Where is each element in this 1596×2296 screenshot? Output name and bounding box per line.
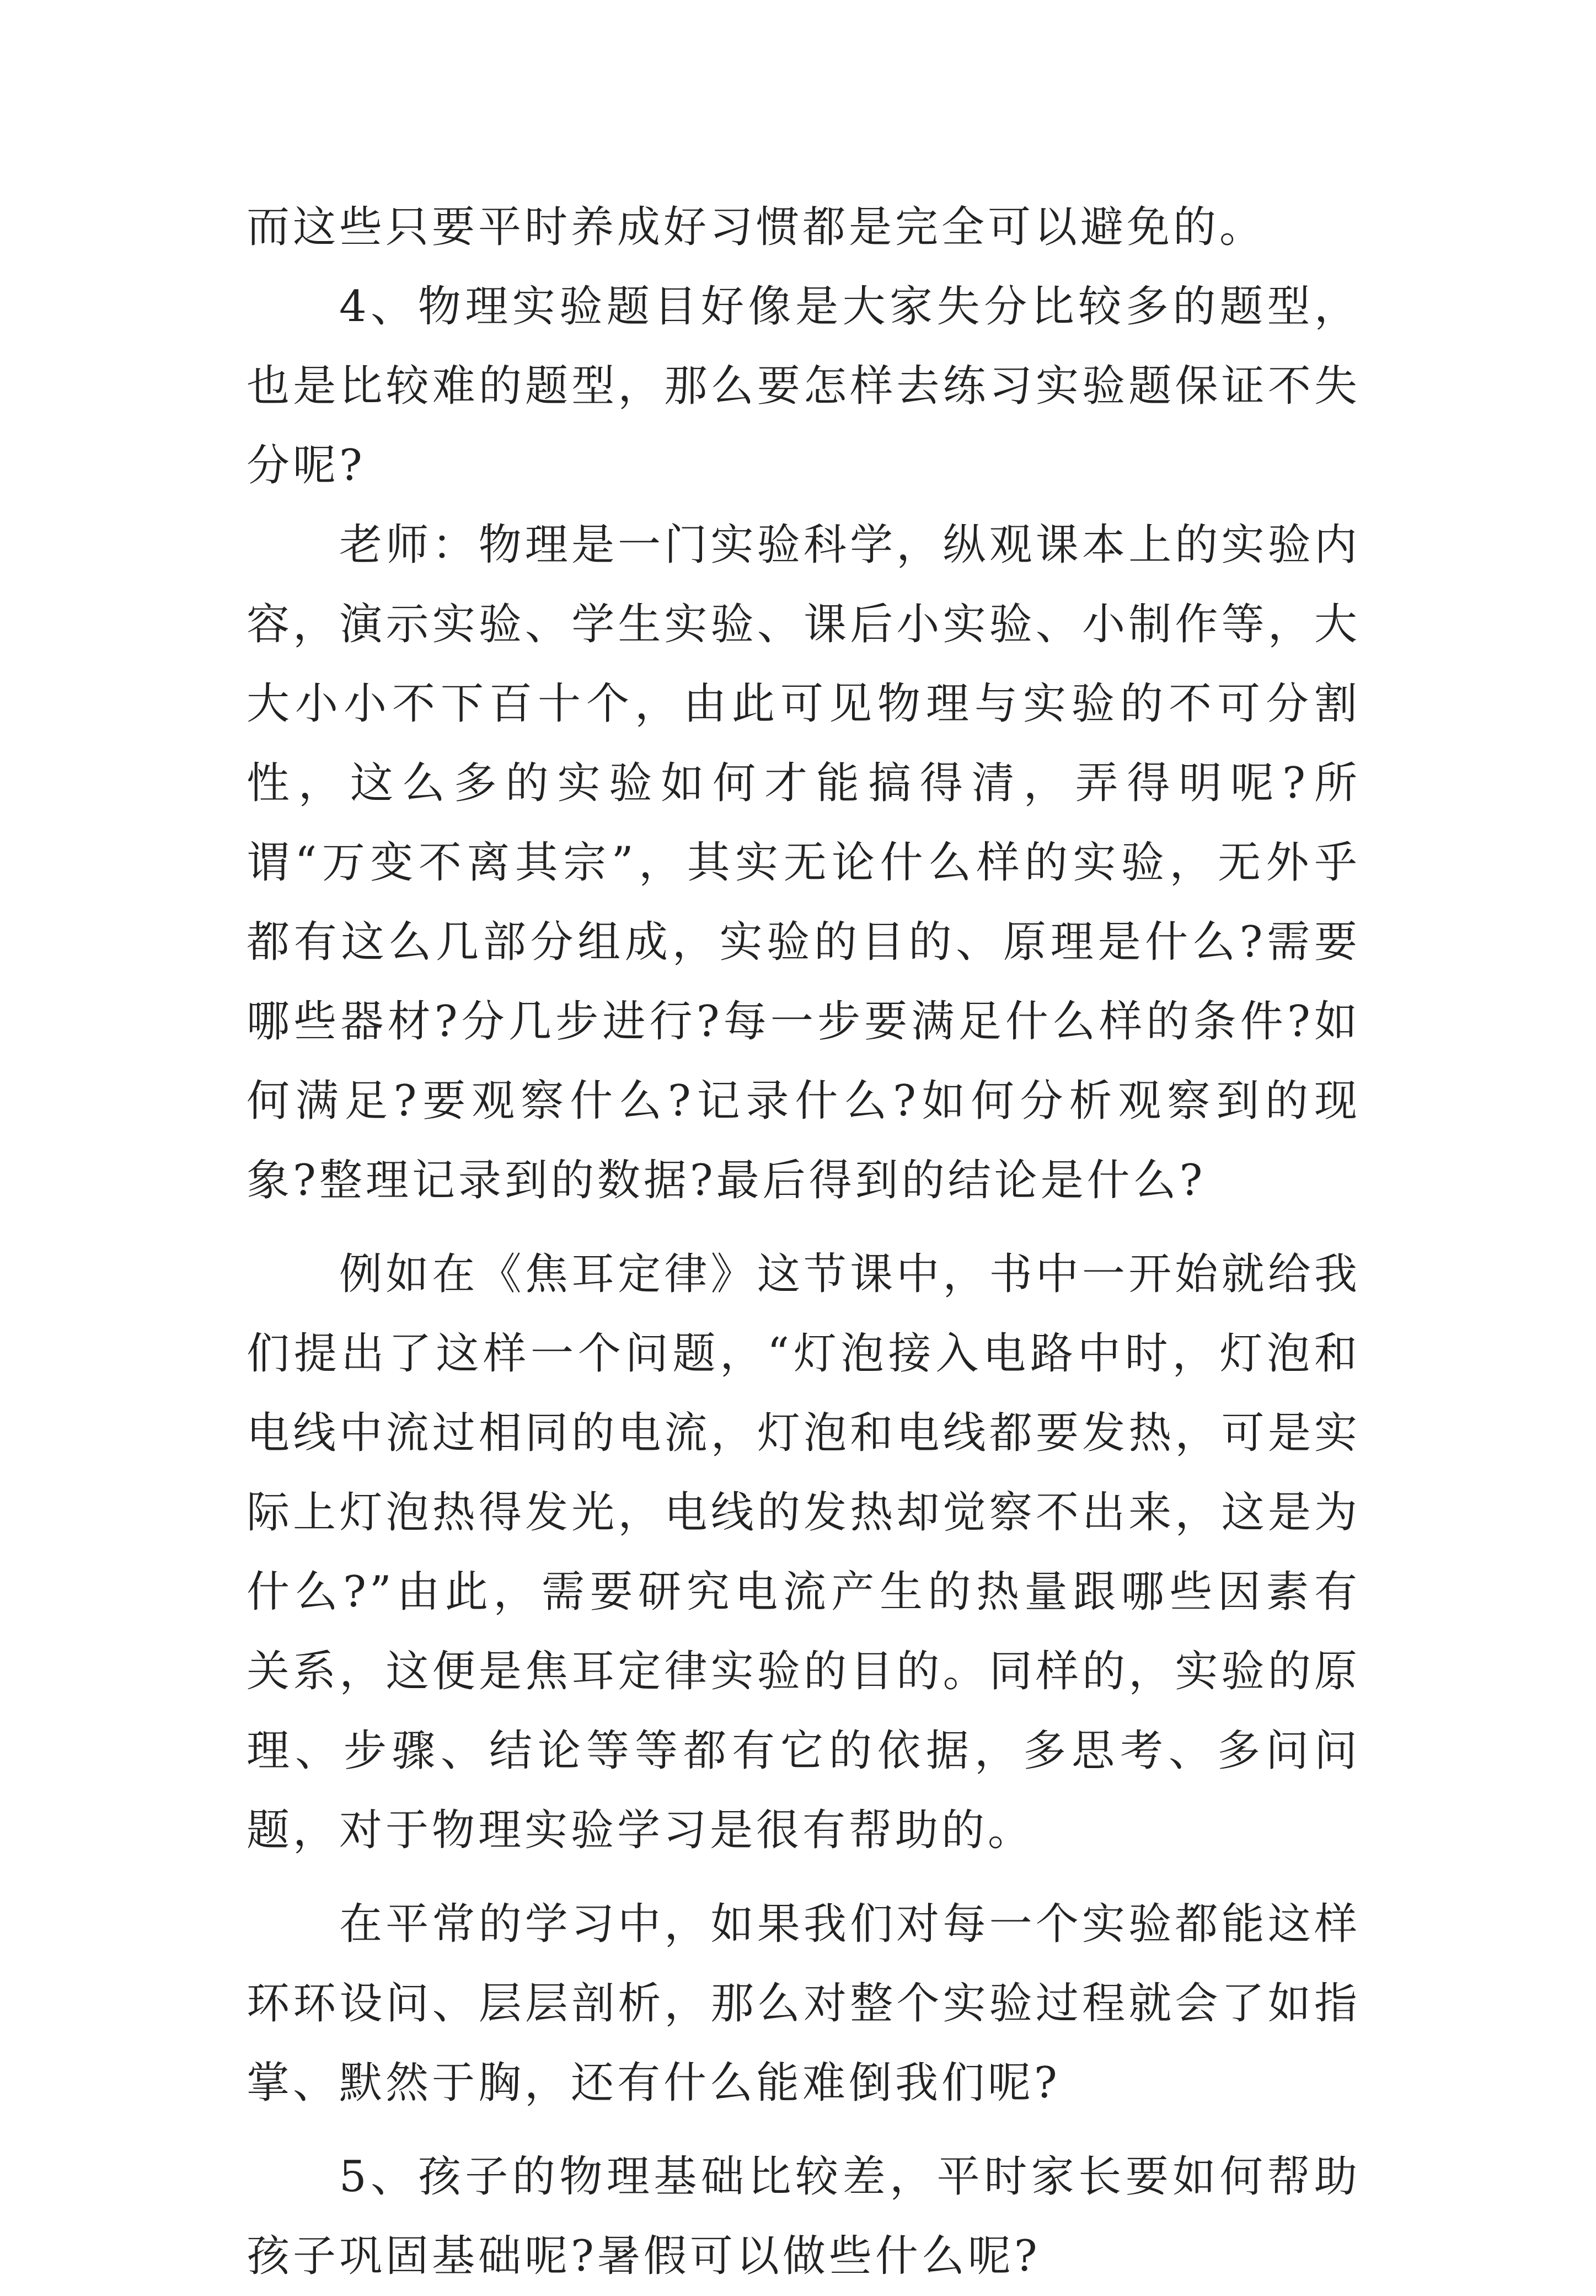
paragraph-teacher-answer: 老师：物理是一门实验科学，纵观课本上的实验内容，演示实验、学生实验、课后小实验、小制作等，大大小小不下百十个，由此可见物理与实验的不可分割性，这么多的实验如何才能搞得清，弄得明呢?所谓“万变不离其宗”，其实无论什么样的实验，无外乎都有这么几部分组成，实验的目的、原理是什么?需要哪些器材?分几步进行?每一步要满足什么样的条件?如何满足?要观察什么?记录什么?如何分析观察到的现象?整理记录到的数据?最后得到的结论是什么?	[247, 520, 1361, 1205]
paragraph-question-5: 5、孩子的物理基础比较差，平时家长要如何帮助孩子巩固基础呢?暑假可以做些什么呢?	[247, 2152, 1361, 2281]
paragraph-continuation: 而这些只要平时养成好习惯都是完全可以避免的。	[247, 202, 1266, 252]
paragraph-question-4: 4、物理实验题目好像是大家失分比较多的题型，也是比较难的题型，那么要怎样去练习实验题保证不失分呢?	[247, 282, 1361, 490]
paragraph-study-tip: 在平常的学习中，如果我们对每一个实验都能这样环环设问、层层剖析，那么对整个实验过程就会了如指掌、默然于胸，还有什么能难倒我们呢?	[247, 1899, 1361, 2108]
document-body	[247, 188, 1361, 2296]
paragraph-example: 例如在《焦耳定律》这节课中，书中一开始就给我们提出了这样一个问题，“灯泡接入电路中时，灯泡和电线中流过相同的电流，灯泡和电线都要发热，可是实际上灯泡热得发光，电线的发热却觉察不出来，这是为什么?”由此，需要研究电流产生的热量跟哪些因素有关系，这便是焦耳定律实验的目的。同样的，实验的原理、步骤、结论等等都有它的依据，多思考、多问问题，对于物理实验学习是很有帮助的。	[247, 1250, 1361, 1855]
